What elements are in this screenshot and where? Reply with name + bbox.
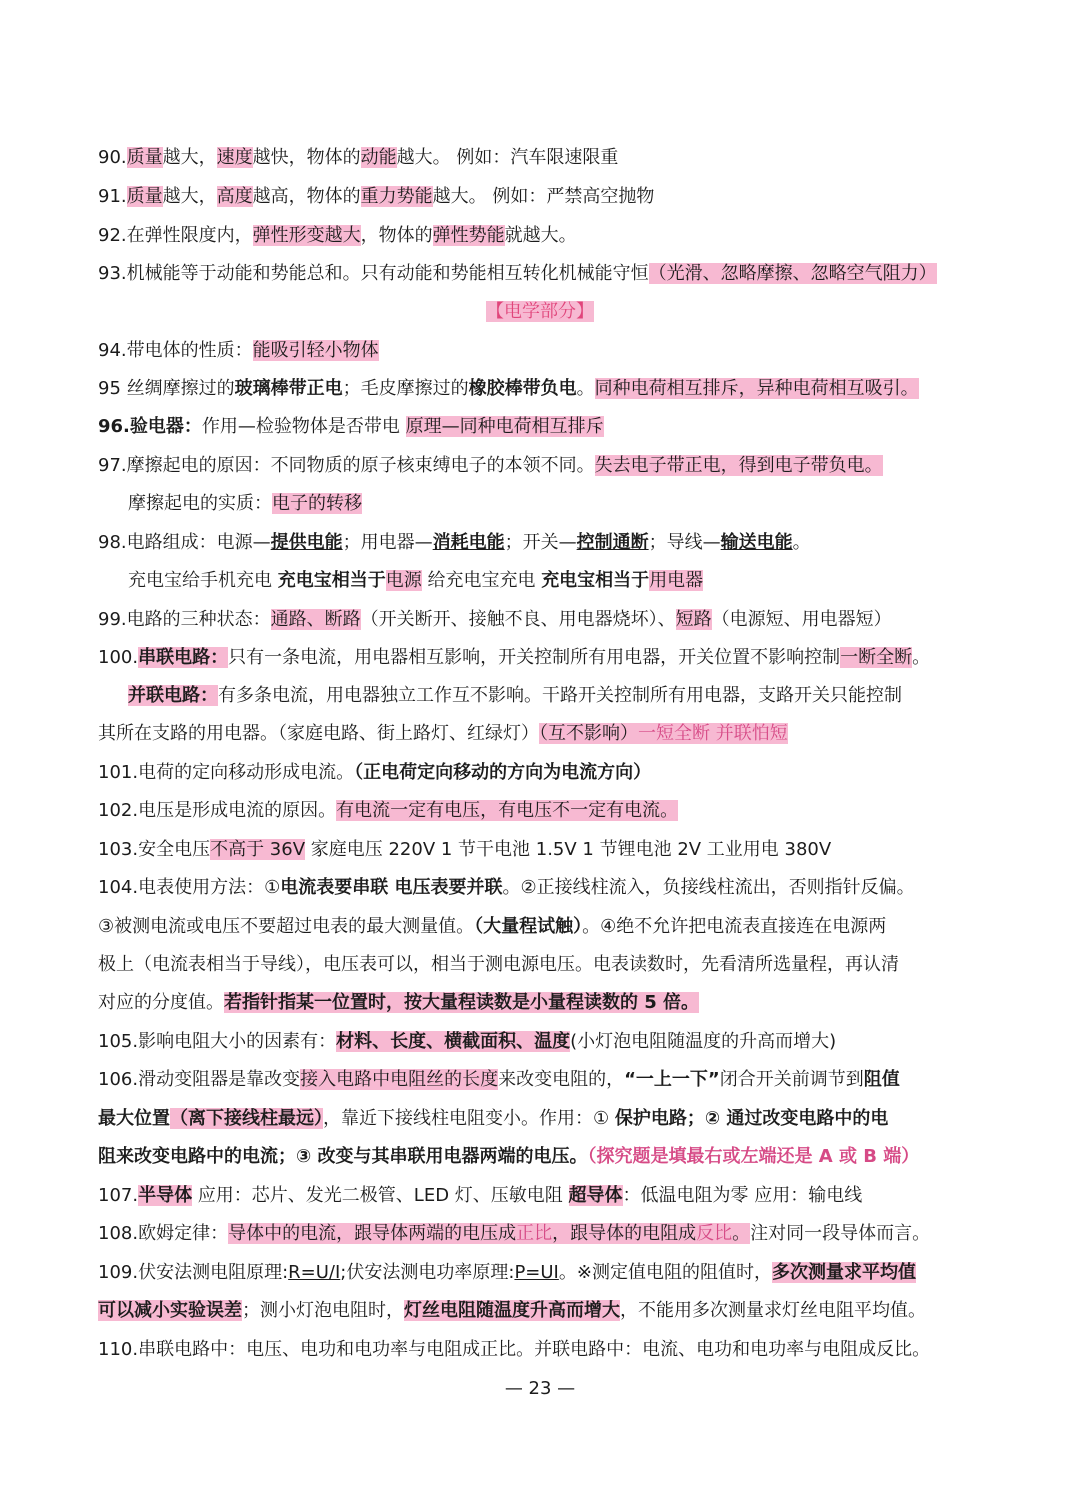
- text-segment: （探究题是填最右或左端还是 A 或 B 端）: [587, 1146, 920, 1167]
- text-segment: 104.电表使用方法：①: [98, 877, 281, 898]
- text-segment: 阻来改变电路中的电流；③ 改变与其串联用电器两端的电压。: [98, 1146, 588, 1167]
- text-line: [0, 568, 1080, 594]
- text-segment: 闭合开关前调节到: [719, 1069, 864, 1090]
- text-segment: 。: [792, 532, 811, 553]
- text-segment: 106.滑动变阻器是靠改变: [98, 1069, 301, 1090]
- text-segment: （大量程试触）: [474, 916, 583, 937]
- text-segment: 对应的分度值。: [98, 992, 224, 1013]
- text-segment: 。④绝不允许把电流表直接连在电源两: [582, 916, 887, 937]
- text-segment: ：低温电阻为零 应用：输电线: [622, 1185, 863, 1206]
- section-heading: [0, 299, 1080, 325]
- text-line: [0, 491, 1080, 517]
- text-segment: （正电荷定向移动的方向为电流方向）: [354, 762, 652, 783]
- text-segment: 90.: [98, 147, 127, 168]
- highlighted-text: 用电器: [649, 570, 704, 591]
- text-line: [0, 1029, 1080, 1055]
- text-line: [0, 607, 1080, 633]
- text-line: [0, 453, 1080, 479]
- text-line: [0, 1067, 1080, 1093]
- text-segment: ，靠近下接线柱电阻变小。作用：①: [323, 1108, 615, 1129]
- text-segment: 家庭电压 220V 1 节干电池 1.5V 1 节锂电池 2V 工业用电 380V: [305, 839, 832, 860]
- text-segment: 越大，: [162, 186, 217, 207]
- text-segment: 。: [912, 647, 931, 668]
- highlighted-text: ，跟导体的电阻成: [552, 1223, 697, 1244]
- text-segment: 注对同一段导体而言。: [750, 1223, 931, 1244]
- text-segment: 96.验电器：: [98, 416, 202, 437]
- text-segment: ，物体的: [360, 225, 433, 246]
- text-line: [0, 721, 1080, 747]
- text-segment: (小灯泡电阻随温度的升高而增大): [570, 1031, 837, 1052]
- highlighted-text: 正比: [516, 1223, 553, 1244]
- highlighted-text: 不高于 36V: [210, 839, 306, 860]
- text-segment: 应用：芯片、发光二极管、LED 灯、压敏电阻: [192, 1185, 569, 1206]
- text-segment: 93.机械能等于动能和势能总和。只有动能和势能相互转化机械能守恒: [98, 263, 649, 284]
- highlighted-text: 速度: [216, 147, 253, 168]
- text-segment: 。※测定值电阻的阻值时，: [558, 1262, 772, 1283]
- text-segment: ；导线—: [648, 532, 721, 553]
- text-segment: （电源短、用电器短）: [711, 609, 892, 630]
- text-line: [0, 223, 1080, 249]
- text-line: [0, 760, 1080, 786]
- text-segment: 越快，物体的: [252, 147, 361, 168]
- text-segment: 91.: [98, 186, 127, 207]
- text-segment: 只有一条电流，用电器相互影响，开关控制所有用电器，开关位置不影响控制: [228, 647, 841, 668]
- highlighted-text: 超导体: [568, 1185, 623, 1206]
- highlighted-text: 【电学部分】: [486, 301, 594, 322]
- highlighted-text: 原理—同种电荷相互排斥: [405, 416, 604, 437]
- text-segment: 提供电能: [270, 532, 343, 553]
- text-segment: 输送电能: [720, 532, 793, 553]
- text-segment: 103.安全电压: [98, 839, 211, 860]
- text-segment: 。②正接线柱流入，负接线柱流出，否则指针反偏。: [502, 877, 915, 898]
- highlighted-text: 一断全断: [840, 647, 913, 668]
- text-segment: 橡胶棒带负电: [468, 378, 577, 399]
- highlighted-text: 有电流一定有电压，有电压不一定有电流。: [336, 800, 679, 821]
- text-segment: R=U/I: [288, 1262, 341, 1283]
- highlighted-text: 接入电路中电阻丝的长度: [300, 1069, 499, 1090]
- text-line: [0, 338, 1080, 364]
- highlighted-text: 反比: [696, 1223, 733, 1244]
- text-segment: 105.影响电阻大小的因素有：: [98, 1031, 337, 1052]
- text-line: [0, 1144, 1080, 1170]
- text-line: [0, 1260, 1080, 1286]
- text-line: [0, 414, 1080, 440]
- text-line: [0, 683, 1080, 709]
- text-segment: 充电宝相当于: [541, 570, 650, 591]
- text-line: [0, 184, 1080, 210]
- highlighted-text: 一短全断 并联怕短: [638, 723, 788, 744]
- text-line: [0, 914, 1080, 940]
- text-segment: “一上一下”: [624, 1069, 720, 1090]
- text-segment: 极上（电流表相当于导线），电压表可以，相当于测电源电压。电表读数时，先看清所选量程，再认清: [98, 954, 899, 975]
- text-segment: 其所在支路的用电器。（家庭电路、街上路灯、红绿灯）: [98, 723, 539, 744]
- text-segment: ；用电器—: [342, 532, 433, 553]
- text-line: [0, 1298, 1080, 1324]
- text-segment: 控制通断: [576, 532, 649, 553]
- highlighted-text: 失去电子带正电，得到电子带负电。: [594, 455, 883, 476]
- text-line: [0, 1183, 1080, 1209]
- text-segment: 越大。 例如：汽车限速限重: [396, 147, 619, 168]
- highlighted-text: 并联电路：: [128, 685, 218, 706]
- highlighted-text: 多次测量求平均值: [771, 1262, 916, 1283]
- page-number: — 23 —: [504, 1378, 576, 1399]
- highlighted-text: 短路: [675, 609, 712, 630]
- highlighted-text: （光滑、忽略摩擦、忽略空气阻力）: [648, 263, 937, 284]
- text-line: [0, 261, 1080, 287]
- text-segment: ，不能用多次测量求灯丝电阻平均值。: [620, 1300, 926, 1321]
- highlighted-text: 材料、长度、横截面积、温度: [336, 1031, 571, 1052]
- text-segment: 越大，: [162, 147, 217, 168]
- text-segment: 95 丝绸摩擦过的: [98, 378, 235, 399]
- text-segment: 102.电压是形成电流的原因。: [98, 800, 337, 821]
- highlighted-text: 动能: [360, 147, 397, 168]
- text-segment: 。: [576, 378, 595, 399]
- highlighted-text: 弹性形变越大: [252, 225, 361, 246]
- text-segment: ;伏安法测电功率原理:: [340, 1262, 515, 1283]
- highlighted-text: 通路、断路: [270, 609, 361, 630]
- text-segment: 越高，物体的: [252, 186, 361, 207]
- text-segment: 消耗电能: [432, 532, 505, 553]
- text-segment: 100.: [98, 647, 139, 668]
- text-segment: 107.: [98, 1185, 139, 1206]
- highlighted-text: 电子的转移: [272, 493, 362, 514]
- text-line: [0, 875, 1080, 901]
- text-segment: 摩擦起电的实质：: [128, 493, 272, 514]
- highlighted-text: 高度: [216, 186, 253, 207]
- text-segment: 玻璃棒带正电: [234, 378, 343, 399]
- text-line: [0, 530, 1080, 556]
- highlighted-text: 导体中的电流，跟导体两端的电压成: [228, 1223, 517, 1244]
- text-line: [0, 952, 1080, 978]
- highlighted-text: 同种电荷相互排斥，异种电荷相互吸引。: [594, 378, 919, 399]
- text-segment: ③被测电流或电压不要超过电表的最大测量值。: [98, 916, 475, 937]
- text-line: [0, 1221, 1080, 1247]
- text-segment: 109.伏安法测电阻原理:: [98, 1262, 289, 1283]
- text-segment: ；开关—: [504, 532, 577, 553]
- highlighted-text: 灯丝电阻随温度升高而增大: [404, 1300, 620, 1321]
- text-segment: （开关断开、接触不良、用电器烧坏）、: [360, 609, 676, 630]
- text-segment: 充电宝相当于: [277, 570, 386, 591]
- text-line: [0, 798, 1080, 824]
- text-segment: 92.在弹性限度内，: [98, 225, 253, 246]
- text-segment: 来改变电阻的，: [498, 1069, 625, 1090]
- highlighted-text: 质量: [126, 186, 163, 207]
- text-segment: ；测小灯泡电阻时，: [242, 1300, 404, 1321]
- text-segment: ；毛皮摩擦过的: [342, 378, 469, 399]
- text-segment: 最大位置: [98, 1108, 170, 1129]
- highlighted-text: 重力势能: [360, 186, 433, 207]
- text-line: [0, 990, 1080, 1016]
- text-segment: 97.摩擦起电的原因：不同物质的原子核束缚电子的本领不同。: [98, 455, 595, 476]
- highlighted-text: 半导体: [138, 1185, 193, 1206]
- highlighted-text: 可以减小实验误差: [98, 1300, 242, 1321]
- text-segment: 110.串联电路中：电压、电功和电功率与电阻成正比。并联电路中：电流、电功和电功率与电阻成反比。: [98, 1339, 931, 1360]
- text-line: [0, 645, 1080, 671]
- text-segment: 保护电路；② 通过改变电路中的电: [614, 1108, 889, 1129]
- highlighted-text: （互不影响）: [539, 723, 638, 744]
- highlighted-text: 质量: [126, 147, 163, 168]
- text-segment: 108.欧姆定律：: [98, 1223, 229, 1244]
- text-segment: 99.电路的三种状态：: [98, 609, 271, 630]
- text-line: [0, 145, 1080, 171]
- text-line: [0, 837, 1080, 863]
- text-segment: 作用—检验物体是否带电: [201, 416, 406, 437]
- text-segment: 98.电路组成：电源—: [98, 532, 271, 553]
- text-segment: 电流表要串联 电压表要并联: [280, 877, 503, 898]
- text-segment: 101.电荷的定向移动形成电流。: [98, 762, 355, 783]
- text-line: [0, 1337, 1080, 1363]
- text-segment: 充电宝给手机充电: [128, 570, 278, 591]
- text-line: [0, 1106, 1080, 1132]
- highlighted-text: 弹性势能: [432, 225, 505, 246]
- highlighted-text: （离下接线柱最远）: [170, 1108, 323, 1129]
- text-segment: 就越大。: [504, 225, 577, 246]
- text-segment: P=UI: [514, 1262, 559, 1283]
- text-line: [0, 376, 1080, 402]
- highlighted-text: 若指针指某一位置时，按大量程读数是小量程读数的 5 倍。: [224, 992, 700, 1013]
- text-segment: 给充电宝充电: [421, 570, 542, 591]
- highlighted-text: 能吸引轻小物体: [252, 340, 379, 361]
- text-segment: 有多条电流，用电器独立工作互不影响。干路开关控制所有用电器，支路开关只能控制: [218, 685, 902, 706]
- highlighted-text: 电源: [385, 570, 422, 591]
- text-segment: 越大。 例如：严禁高空抛物: [432, 186, 655, 207]
- text-segment: 阻值: [863, 1069, 900, 1090]
- highlighted-text: 。: [732, 1223, 751, 1244]
- highlighted-text: 串联电路：: [138, 647, 229, 668]
- text-segment: 94.带电体的性质：: [98, 340, 253, 361]
